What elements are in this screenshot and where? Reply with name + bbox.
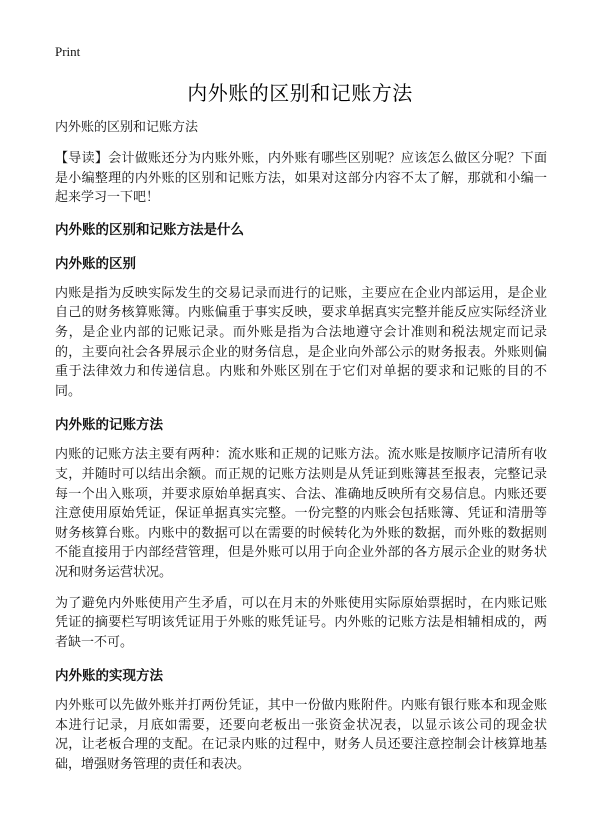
section-heading-methods: 内外账的记账方法 <box>55 417 163 434</box>
methods-paragraph-2: 为了避免内外账使用产生矛盾，可以在月末的外账使用实际原始票据时，在内账记账凭证的摘要栏写明该凭证用于外账的账凭证号。内外账的记账方法是相辅相成的，两者缺一不可。 <box>55 595 547 650</box>
implementation-paragraph: 内外账可以先做外账并打两份凭证，其中一份做内账附件。内账有银行账本和现金账本进行记录，月底如需要，还要向老板出一张资金状况表，以显示该公司的现金状况，让老板合理的支配。在记录内账的过程中，财务人员还要注意控制会计核算地基础，增强财务管理的责任和表决。 <box>55 698 547 773</box>
methods-paragraph-1: 内账的记账方法主要有两种：流水账和正规的记账方法。流水账是按顺序记清所有收支，并随时可以结出余额。而正规的记账方法则是从凭证到账簿甚至报表，完整记录每一个出入账项，并要求原始单据真实、合法、准确地反映所有交易信息。内账还要注意使用原始凭证，保证单据真实完整。一份完整的内账会包括账簿、凭证和清册等财务核算台账。内账中的数据可以在需要的时候转化为外账的数据，而外账的数据则不能直接用于内部经营管理，但是外账可以用于向企业外部的各方展示企业的财务状况和财务运营状况。 <box>55 447 547 580</box>
article-subtitle: 内外账的区别和记账方法 <box>55 120 199 135</box>
page-title: 内外账的区别和记账方法 <box>187 81 413 105</box>
intro-paragraph: 【导读】会计做账还分为内账外账，内外账有哪些区别呢？应该怎么做区分呢？下面是小编整理的内外账的区别和记账方法，如果对这部分内容不太了解，那就和小编一起来学习一下吧！ <box>55 151 547 206</box>
section-heading-difference: 内外账的区别 <box>55 255 136 272</box>
section-heading-implementation: 内外账的实现方法 <box>55 668 163 685</box>
print-link[interactable]: Print <box>55 44 81 59</box>
section-heading-overview: 内外账的区别和记账方法是什么 <box>55 221 244 238</box>
article-body <box>55 118 547 786</box>
difference-paragraph: 内账是指为反映实际发生的交易记录而进行的记账，主要应在企业内部运用，是企业自己的财务核算账簿。内账偏重于事实反映，要求单据真实完整并能反应实际经济业务，是企业内部的记账记录。而外账是指为合法地遵守会计准则和税法规定而记录的，主要向社会各界展示企业的财务信息，是企业向外部公示的财务报表。外账则偏重于法律效力和传递信息。内账和外账区别在于它们对单据的要求和记账的目的不同。 <box>55 285 547 399</box>
